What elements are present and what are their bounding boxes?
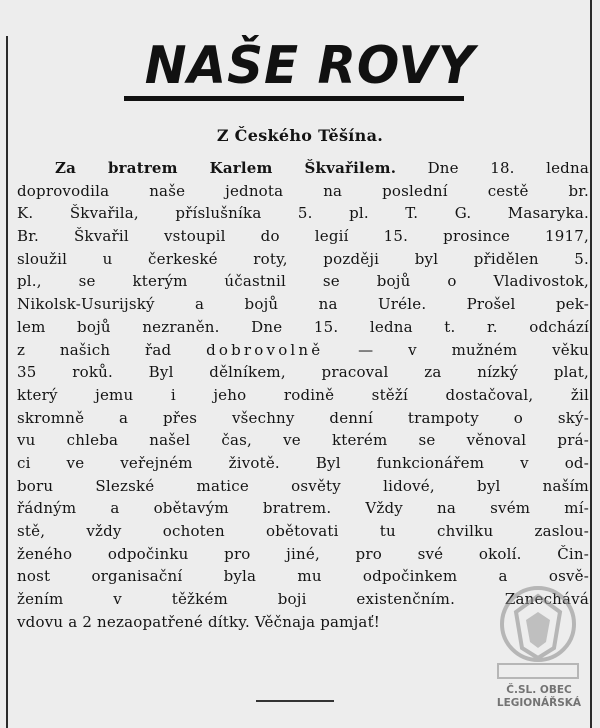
text-line: lem bojů nezraněn. Dne 15. ledna t. r. odchází xyxy=(17,317,589,336)
text-line: který jemu i jeho rodině stěží dostačoval, žil xyxy=(17,385,589,404)
text-line: doprovodila naše jednota na poslední cestě br. xyxy=(17,181,589,200)
subheading: Z Českého Těšína. xyxy=(216,126,384,145)
text-line: ci ve veřejném životě. Byl funkcionářem v od- xyxy=(17,453,589,472)
text-line: 35 roků. Byl dělníkem, pracoval za nízký plat, xyxy=(17,363,589,382)
headline: NAŠE ROVY xyxy=(144,36,476,96)
text-line: žením v těžkém boji existenčním. Zanechává xyxy=(17,590,589,609)
article-body xyxy=(17,157,589,633)
column-rule-right xyxy=(590,0,592,728)
text-line: boru Slezské matice osvěty lidové, byl naším xyxy=(17,476,589,495)
text-line: Nikolsk-Usurijský a bojů na Uréle. Prošel pek- xyxy=(17,295,589,314)
text-line: řádným a obětavým bratrem. Vždy na svém mí- xyxy=(17,499,589,518)
article-lead: Za bratrem Karlem Škvařilem. xyxy=(55,159,397,177)
text-line: Za bratrem Karlem Škvařilem. Dne 18. ledna xyxy=(55,159,589,177)
text-line: Br. Škvařil vstoupil do legií 15. prosince 1917, xyxy=(17,227,589,246)
text-line: skromně a přes všechny denní trampoty o ský- xyxy=(17,408,589,427)
text-line: pl., se kterým účastnil se bojů o Vladivostok, xyxy=(17,272,589,291)
text-line: ženého odpočinku pro jiné, pro své okolí. Čin- xyxy=(17,544,589,563)
text-line: stě, vždy ochoten obětovati tu chvilku zaslou- xyxy=(17,522,589,540)
text-line: K. Škvařila, příslušníka 5. pl. T. G. Masaryka. xyxy=(17,204,589,223)
watermark-label: Č.SL. OBEC LEGIONÁŘSKÁ xyxy=(496,684,582,709)
headline-underline xyxy=(124,96,464,101)
text-line: vu chleba našel čas, ve kterém se věnoval prá- xyxy=(17,431,589,450)
spaced-word: dobrovolně xyxy=(206,340,324,359)
text-line: z našich řad dobrovolně — v mužném věku xyxy=(17,340,589,359)
text-line: vdovu a 2 nezaopatřené dítky. Věčnaja pamjať! xyxy=(17,612,381,631)
end-rule xyxy=(256,700,334,702)
text-line: sloužil u čerkeské roty, později byl přidělen 5. xyxy=(17,249,589,268)
text-line: nost organisační byla mu odpočinkem a osvě- xyxy=(17,567,589,586)
